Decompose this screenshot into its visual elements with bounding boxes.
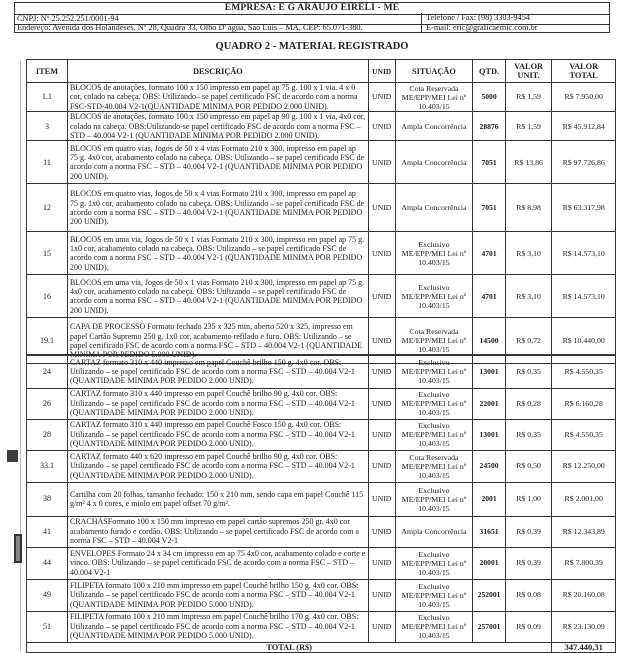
item-quantity: 31651 bbox=[473, 516, 505, 547]
phone: Telefone / Fax: (98) 3303-9454 bbox=[421, 13, 530, 23]
table-row bbox=[27, 388, 616, 419]
item-unit: UNID bbox=[368, 83, 395, 112]
item-unit-value: R$ 0,35 bbox=[505, 355, 552, 388]
page-title: QUADRO 2 - MATERIAL REGISTRADO bbox=[215, 41, 409, 52]
scan-artifact bbox=[7, 450, 18, 462]
item-total-value: R$ 7.800,39 bbox=[552, 547, 616, 579]
item-situation: Ampla Concorrência bbox=[395, 516, 473, 547]
item-situation: Exclusivo ME/EPP/MEI Lei nº 10.403/15 bbox=[395, 547, 473, 579]
table-row bbox=[27, 547, 616, 579]
item-unit-value: R$ 0,35 bbox=[505, 419, 552, 450]
item-number: 11 bbox=[27, 141, 68, 184]
item-unit-value: R$ 0,39 bbox=[505, 516, 552, 547]
item-total-value: R$ 4.550,35 bbox=[552, 419, 616, 450]
item-quantity: 257001 bbox=[473, 611, 505, 642]
cnpj: CNPJ: Nº 25.252.251/0001-94 bbox=[17, 14, 119, 23]
email: E-mail: eric@graficaemic.com.br bbox=[421, 23, 538, 33]
item-quantity: 14500 bbox=[473, 318, 505, 364]
item-situation: Ampla Concorrência bbox=[395, 112, 473, 141]
item-description: BLOCOS em uma via, Jogos de 50 x 1 vias Formato 210 x 300, impresso em papel ap 75 g. 1x0 cor, acabamento colado na cabeça. OBS: Utilizando – se papel certificado FSC de acordo com a norma FSC – STD – 40.004 V2-1 (QUANTIDADE MINIMA POR PEDIDO 200 UNID). bbox=[67, 232, 368, 275]
item-unit-value: R$ 0,50 bbox=[505, 450, 552, 482]
item-total-value: R$ 14.573,10 bbox=[552, 275, 616, 318]
item-situation: Cota Reservada ME/EPP/MEI Lei nº 10.403/15 bbox=[395, 318, 473, 364]
binder-clip-artifact bbox=[14, 534, 22, 563]
item-total-value: R$ 45.912,84 bbox=[552, 112, 616, 141]
item-description: CARTAZ formato 310 x 440 impresso em papel Couchê brilho 150 g. 4x0 cor. OBS: Utilizando – se papel certificado FSC de acordo com a norma FSC – STD – 40.004 V2-1 (QUANTIDADE MINIMA POR PEDIDO 2.000 UNID). bbox=[67, 355, 368, 388]
item-unit: UNID bbox=[368, 516, 395, 547]
item-unit: UNID bbox=[368, 547, 395, 579]
item-number: 49 bbox=[27, 579, 68, 611]
item-total-value: R$ 12.250,00 bbox=[552, 450, 616, 482]
item-quantity: 252001 bbox=[473, 579, 505, 611]
item-unit: UNID bbox=[368, 611, 395, 642]
col-header-descricao: DESCRIÇÃO bbox=[67, 60, 368, 83]
item-total-value: R$ 2.001,00 bbox=[552, 482, 616, 516]
item-situation: Exclusivo ME/EPP/MEI Lei nº 10.403/15 bbox=[395, 419, 473, 450]
item-description: BLOCOS em quatro vias, Jogos de 50 x 4 vias Formato 210 x 300, impresso em papel ap 75 g. 1x0 cor, acabamento colado na cabeça. OBS: Utilizando – se papel certificado FSC de acordo com a norma FSC – STD – 40.004 V2-1 (QUANTIDADE MINIMA POR PEDIDO 200 UNID). bbox=[67, 184, 368, 232]
item-unit: UNID bbox=[368, 388, 395, 419]
item-number: 19.1 bbox=[27, 318, 68, 364]
item-total-value: R$ 14.573,10 bbox=[552, 232, 616, 275]
table-row bbox=[27, 232, 616, 275]
table-row bbox=[27, 83, 616, 112]
table-row bbox=[27, 579, 616, 611]
item-unit-value: R$ 1,59 bbox=[505, 112, 552, 141]
item-number: 1.1 bbox=[27, 83, 68, 112]
item-unit: UNID bbox=[368, 275, 395, 318]
item-description: BLOCOS em quatro vias, Jogos de 50 x 4 vias Formato 210 x 300, impresso em papel ap 75 g. 4x0 cor, acabamento colado na cabeça. OBS: Utilizando – se papel certificado FSC de acordo com a norma FSC – STD – 40.004 V2-1 (QUANTIDADE MINIMA POR PEDIDO 200 UNID). bbox=[67, 141, 368, 184]
item-unit: UNID bbox=[368, 184, 395, 232]
item-number: 16 bbox=[27, 275, 68, 318]
item-unit-value: R$ 8,98 bbox=[505, 184, 552, 232]
item-description: BLOCOS de anotações, formato 100 x 150 impresso em papel ap 90 g. 100 x 1 via, 4x0 cor, colado na cabeça. OBS:Utilizando-se papel certificado FSC de acordo com a norma FSC – STD – 40.004 V2-1 (QUANTIDADE MINIMA POR PEDIDO 2.000 UNID). bbox=[67, 112, 368, 141]
item-situation: Exclusivo ME/EPP/MEI Lei nº 10.403/15 bbox=[395, 355, 473, 388]
item-quantity: 7051 bbox=[473, 184, 505, 232]
item-situation: Exclusivo ME/EPP/MEI Lei nº 10.403/15 bbox=[395, 388, 473, 419]
table-row bbox=[27, 450, 616, 482]
item-quantity: 2001 bbox=[473, 482, 505, 516]
item-description: FILIPETA formato 100 x 210 mm impresso em papel Couchê brilho 150 g. 4x0 cor. OBS: Utilizando – se papel certificado FSC de acordo com a norma FSC – STD – 40.004 V2-1 (QUANTIDADE MINIMA POR PEDIDO 5.000 UNID). bbox=[67, 579, 368, 611]
item-total-value: R$ 23.130,09 bbox=[552, 611, 616, 642]
total-value: 347.440,31 bbox=[552, 642, 616, 652]
item-total-value: R$ 10.440,00 bbox=[552, 318, 616, 364]
item-quantity: 28876 bbox=[473, 112, 505, 141]
table-body-part2 bbox=[27, 355, 616, 642]
table-row bbox=[27, 516, 616, 547]
header-row-address bbox=[15, 23, 609, 33]
item-unit: UNID bbox=[368, 232, 395, 275]
item-total-value: R$ 4.550,35 bbox=[552, 355, 616, 388]
item-unit-value: R$ 3,10 bbox=[505, 275, 552, 318]
item-quantity: 4701 bbox=[473, 275, 505, 318]
table-row bbox=[27, 482, 616, 516]
col-header-valor-unit: VALOR UNIT. bbox=[505, 60, 552, 83]
item-unit: UNID bbox=[368, 579, 395, 611]
item-unit-value: R$ 0,08 bbox=[505, 579, 552, 611]
item-situation: Exclusivo ME/EPP/MEI Lei nº 10.403/15 bbox=[395, 275, 473, 318]
table-row bbox=[27, 419, 616, 450]
item-quantity: 5000 bbox=[473, 83, 505, 112]
item-total-value: R$ 6.160,28 bbox=[552, 388, 616, 419]
table-row bbox=[27, 141, 616, 184]
item-unit: UNID bbox=[368, 482, 395, 516]
col-header-situacao: SITUAÇÃO bbox=[395, 60, 473, 83]
item-number: 12 bbox=[27, 184, 68, 232]
item-unit-value: R$ 0,39 bbox=[505, 547, 552, 579]
item-unit: UNID bbox=[368, 112, 395, 141]
col-header-item: ITEM bbox=[27, 60, 68, 83]
item-unit-value: R$ 1,59 bbox=[505, 83, 552, 112]
item-description: CARTAZ formato 440 x 620 impresso em papel Couchê brilho 90 g. 4x0 cor. OBS: Utilizando – se papel certificado FSC de acordo com a norma FSC – STD – 40.004 V2-1 (QUANTIDADE MINIMA POR PEDIDO 2.000 UNID). bbox=[67, 450, 368, 482]
item-situation: Ampla Concorrência bbox=[395, 141, 473, 184]
item-total-value: R$ 63.317,98 bbox=[552, 184, 616, 232]
table-row bbox=[27, 275, 616, 318]
item-total-value: R$ 12.343,89 bbox=[552, 516, 616, 547]
table-row bbox=[27, 184, 616, 232]
company-name: EMPRESA: E G ARAUJO EIRELI - ME bbox=[15, 3, 609, 15]
item-unit-value: R$ 0,28 bbox=[505, 388, 552, 419]
item-total-value: R$ 20.160,08 bbox=[552, 579, 616, 611]
item-quantity: 7051 bbox=[473, 141, 505, 184]
item-quantity: 4701 bbox=[473, 232, 505, 275]
item-description: CARTAZ formato 310 x 440 impresso em papel Couchê Fosco 150 g. 4x0 cor. OBS: Utilizando – se papel certificado FSC de acordo com a norma FSC – STD – 40.004 V2-1 (QUANTIDADE MINIMA POR PEDIDO 2.000 UNID). bbox=[67, 419, 368, 450]
item-situation: Cota Reservada ME/EPP/MEI Lei nº 10.403/15 bbox=[395, 83, 473, 112]
item-unit-value: R$ 1,00 bbox=[505, 482, 552, 516]
item-quantity: 13001 bbox=[473, 419, 505, 450]
col-header-valor-total: VALOR TOTAL bbox=[552, 60, 616, 83]
item-number: 33.1 bbox=[27, 450, 68, 482]
item-unit-value: R$ 0,09 bbox=[505, 611, 552, 642]
item-situation: Exclusivo ME/EPP/MEI Lei nº 10.403/15 bbox=[395, 232, 473, 275]
col-header-qtd: QTD. bbox=[473, 60, 505, 83]
item-number: 41 bbox=[27, 516, 68, 547]
item-quantity: 24500 bbox=[473, 450, 505, 482]
item-total-value: R$ 7.950,00 bbox=[552, 83, 616, 112]
item-description: ENVELOPES Formato 24 x 34 cm impresso em ap 75 4x0 cor, acabamento colado e corte e vinco. OBS: Utilizando – se papel certificado FSC de acordo com a norma FSC – STD – 40.004 V2-1 bbox=[67, 547, 368, 579]
table-body-part1 bbox=[27, 83, 616, 364]
item-unit: UNID bbox=[368, 318, 395, 364]
material-table-part2 bbox=[26, 354, 616, 653]
material-table-part1 bbox=[26, 59, 616, 364]
item-situation: Exclusivo ME/EPP/MEI Lei nº 10.403/15 bbox=[395, 482, 473, 516]
item-number: 15 bbox=[27, 232, 68, 275]
item-unit: UNID bbox=[368, 355, 395, 388]
item-total-value: R$ 97.726,86 bbox=[552, 141, 616, 184]
item-description: CARTAZ formato 310 x 440 impresso em papel Couchê brilho 90 g. 4x0 cor. OBS: Utilizando – se papel certificado FSC de acordo com a norma FSC – STD – 40.004 V2-1 (QUANTIDADE MINIMA POR PEDIDO 2.000 UNID). bbox=[67, 388, 368, 419]
company-header bbox=[14, 2, 610, 33]
item-quantity: 13001 bbox=[473, 355, 505, 388]
item-unit: UNID bbox=[368, 450, 395, 482]
item-situation: Cota Reservada ME/EPP/MEI Lei nº 10.403/15 bbox=[395, 450, 473, 482]
item-number: 28 bbox=[27, 419, 68, 450]
item-description: CRACHÁSFormato 100 x 150 mm impresso em papel cartão supremos 250 gr. 4x0 cor acabamento furado e cordão. OBS: Utilizando – se papel certificado FSC de acordo com a norma FSC – STD – 40.004 V2-1 bbox=[67, 516, 368, 547]
item-unit: UNID bbox=[368, 419, 395, 450]
col-header-unid: UNID bbox=[368, 60, 395, 83]
item-situation: Exclusivo ME/EPP/MEI Lei nº 10.403/15 bbox=[395, 579, 473, 611]
item-situation: Exclusivo ME/EPP/MEI Lei nº 10.403/15 bbox=[395, 611, 473, 642]
item-number: 26 bbox=[27, 388, 68, 419]
item-description: Cartilha com 20 folhas, tamanho fechado: 150 x 210 mm, sendo capa em papel Couchê 115 g/m² 4 x 0 cores, e miolo em papel offset 70 g/m². bbox=[67, 482, 368, 516]
item-number: 24 bbox=[27, 355, 68, 388]
item-quantity: 20001 bbox=[473, 547, 505, 579]
item-description: CAPA DE PROCESSO Formato fechado 235 x 325 mm, aberto 520 x 325, impresso em papel Cartão Supremo 250 g. 1x0 cor, acabamento refilado e furo. OBS: Utilizando – se papel certificado FSC de acordo com a norma FSC – STD – 40.004 V2-1 (QUANTIDADE MINIMA POR PEDIDO 5.000 UNID). bbox=[67, 318, 368, 364]
table-row bbox=[27, 611, 616, 642]
table-header-row bbox=[27, 60, 616, 83]
item-description: FILIPETA formato 100 x 210 mm impresso em papel Couchê brilho 170 g. 4x0 cor. OBS: Utilizando – se papel certificado FSC de acordo com a norma FSC – STD – 40.004 V2-1 (QUANTIDADE MINIMA POR PEDIDO 5.000 UNID). bbox=[67, 611, 368, 642]
item-number: 3 bbox=[27, 112, 68, 141]
item-unit: UNID bbox=[368, 141, 395, 184]
item-number: 38 bbox=[27, 482, 68, 516]
item-unit-value: R$ 0,72 bbox=[505, 318, 552, 364]
address: Endereço: Avenida dos Holandeses, Nº 28, Quadra 33, Olho D' água, São Luis – MA, CEP: 65.071-380. bbox=[17, 23, 363, 32]
item-number: 51 bbox=[27, 611, 68, 642]
item-description: BLOCOS de anotações, formato 100 x 150 impresso em papel ap 75 g. 100 x 1 via. 4 x 0 cor, colado na cabeça. OBS: Utilizando– se papel certificado FSC de acordo com a norma FSC-STD-40.004 V2-1(QUANTIDADE MINIMA POR PEDIDO 2.000 UNID). bbox=[67, 83, 368, 112]
total-label: TOTAL (R$) bbox=[27, 642, 552, 652]
table-row bbox=[27, 112, 616, 141]
item-number: 44 bbox=[27, 547, 68, 579]
item-situation: Ampla Concorrência bbox=[395, 184, 473, 232]
item-unit-value: R$ 3,10 bbox=[505, 232, 552, 275]
item-unit-value: R$ 13,86 bbox=[505, 141, 552, 184]
table-row bbox=[27, 355, 616, 388]
item-quantity: 22001 bbox=[473, 388, 505, 419]
item-description: BLOCOS em uma via, Jogos de 50 x 1 vias Formato 210 x 300, impresso em papel ap 75 g. 4x0 cor, acabamento colado na cabeça. OBS: Utilizando – se papel certificado FSC de acordo com a norma FSC – STD – 40.004 V2-1 (QUANTIDADE MINIMA POR PEDIDO 200 UNID). bbox=[67, 275, 368, 318]
